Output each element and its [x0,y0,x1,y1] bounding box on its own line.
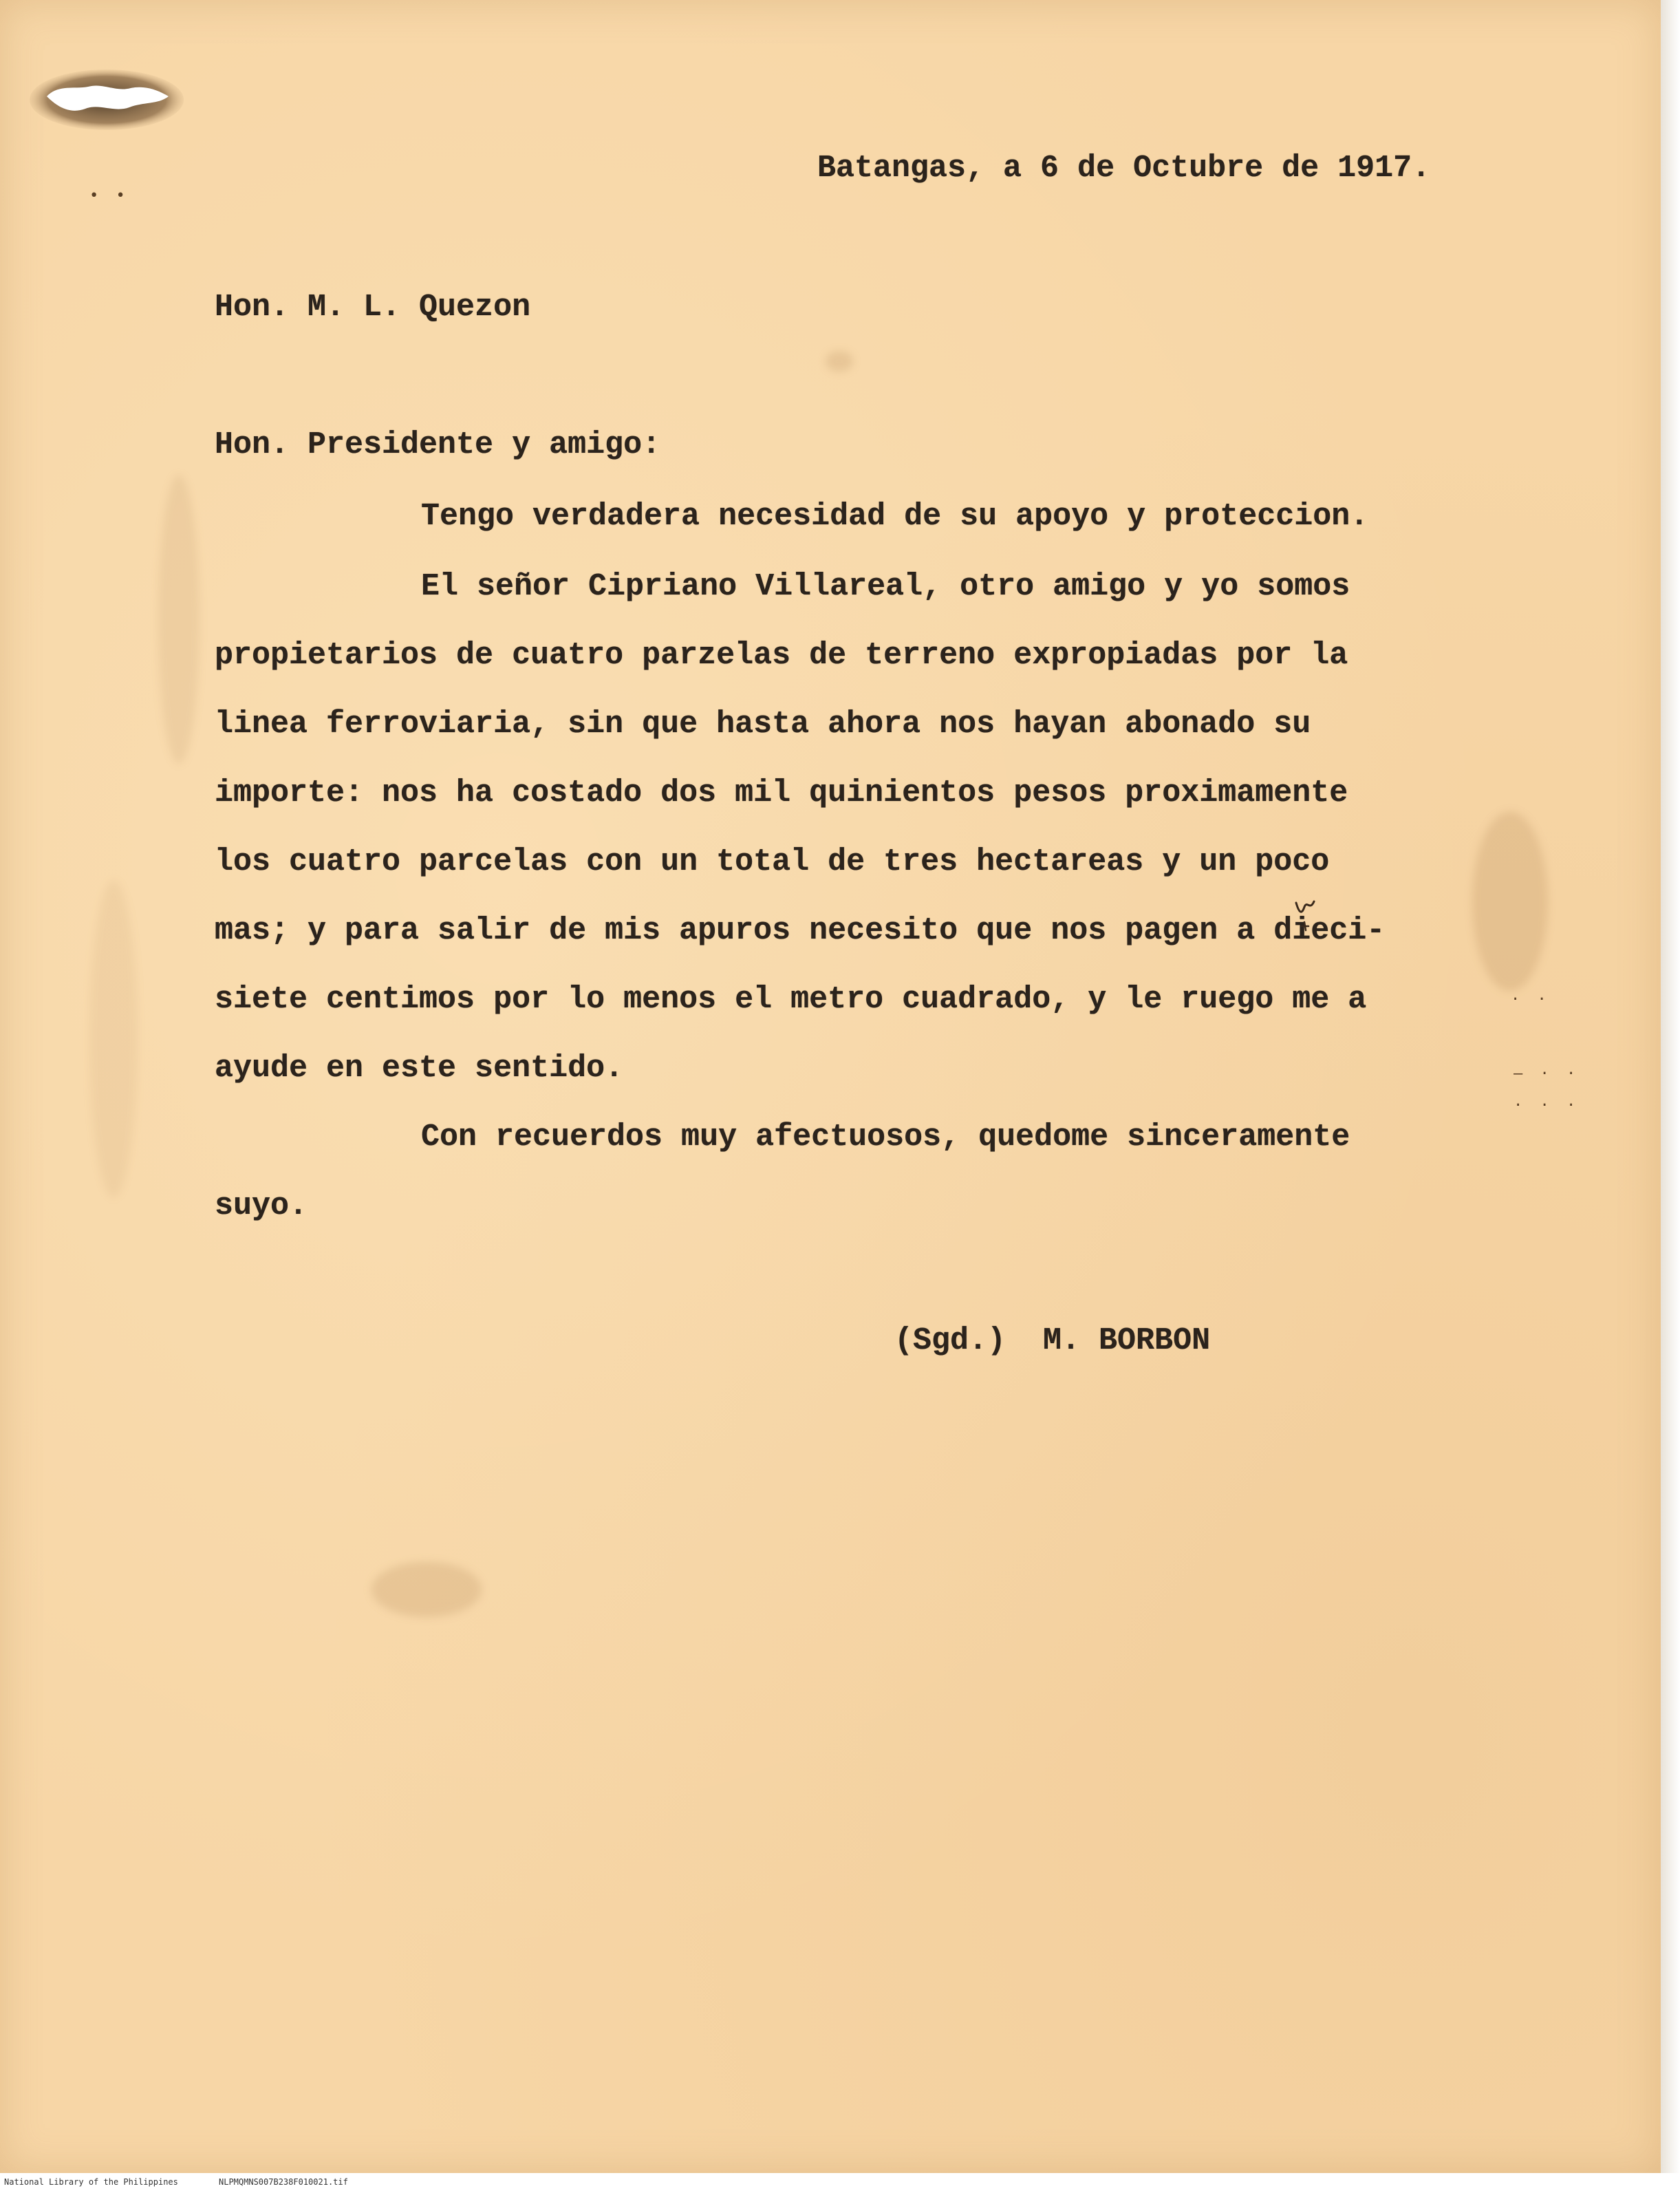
ink-specks: • • [89,187,129,204]
signature-line: (Sgd.) M. BORBON [894,1323,1211,1358]
date-line: Batangas, a 6 de Octubre de 1917. [817,151,1431,186]
paragraph-2-line: los cuatro parcelas con un total de tres hectareas y un poco [215,844,1330,879]
paragraph-2-line: El señor Cipriano Villareal, otro amigo y yo somos [421,569,1350,604]
footer-file-code: NLPMQMNS007B238F010021.tif [219,2177,348,2187]
salutation-line: Hon. Presidente y amigo: [215,427,661,462]
paragraph-2-line: importe: nos ha costado dos mil quinientos pesos proximamente [215,775,1348,811]
paragraph-2-line: linea ferroviaria, sin que hasta ahora nos hayan abonado su [215,707,1311,742]
footer-institution: National Library of the Philippines [4,2177,178,2187]
handwritten-correction-mark [1292,897,1320,932]
paragraph-2-line: propietarios de cuatro parzelas de terreno expropiadas por la [215,638,1348,673]
ink-specks: · · [1511,991,1551,1008]
paragraph-2-line: siete centimos por lo menos el metro cuadrado, y le ruego me a [215,982,1367,1017]
scan-right-margin [1661,0,1680,2173]
ink-specks: – · · [1514,1065,1580,1082]
addressee-line: Hon. M. L. Quezon [215,290,531,325]
paragraph-2-line: ayude en este sentido. [215,1051,624,1086]
paragraph-2-line: mas; y para salir de mis apuros necesito que nos pagen a dieci- [215,913,1386,948]
ink-specks: · · · [1514,1097,1580,1114]
closing-line: suyo. [215,1188,308,1223]
closing-line: Con recuerdos muy afectuosos, quedome sinceramente [421,1120,1350,1155]
paragraph-1-line: Tengo verdadera necesidad de su apoyo y proteccion. [421,499,1369,534]
